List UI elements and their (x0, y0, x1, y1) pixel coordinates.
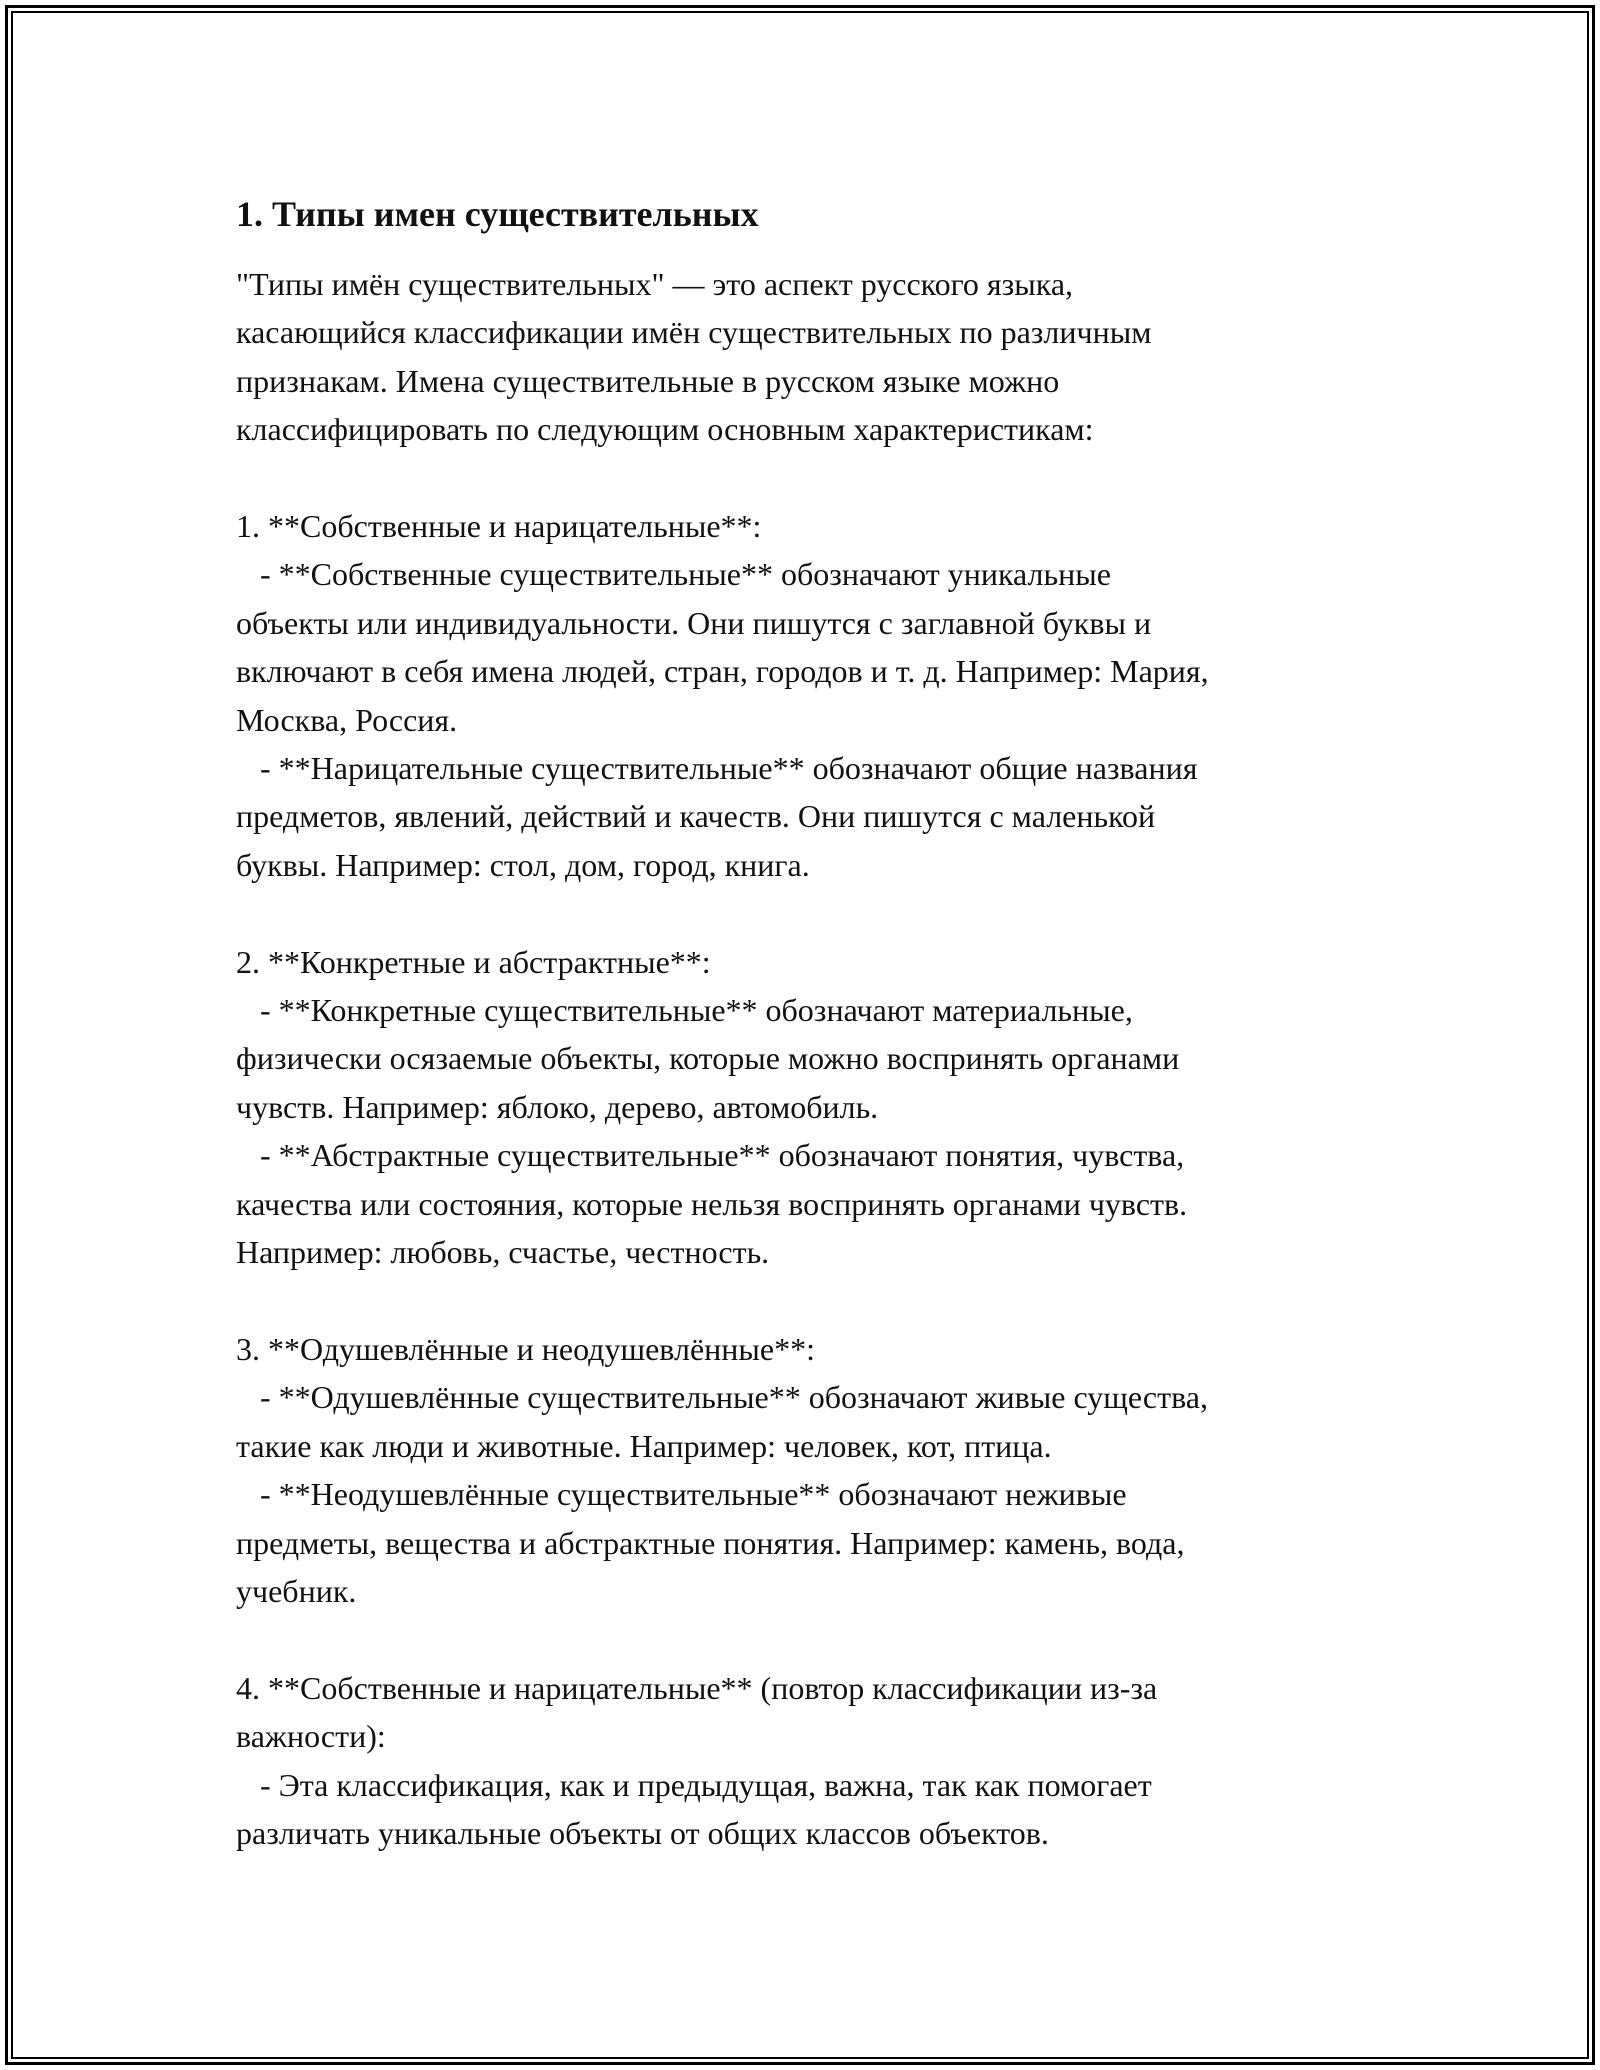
section-2-heading: 2. **Конкретные и абстрактные**: (236, 943, 711, 980)
document-body (236, 190, 1376, 1857)
intro-paragraph: "Типы имён существительных" — это аспект русского языка, касающийся классификации имён существительных по различным признакам. Имена существительные в русском языке можно классифицировать по следующим основным характеристикам: (236, 266, 1152, 448)
section-3-heading: 3. **Одушевлённые и неодушевлённые**: (236, 1330, 815, 1367)
document-title: 1. Типы имен существительных (236, 194, 759, 234)
spacer (236, 454, 1376, 502)
spacer (236, 1277, 1376, 1325)
section-1-item-2: - **Нарицательные существительные** обозначают общие названия предметов, явлений, действий и качеств. Они пишутся с маленькой буквы. Например: стол, дом, город, книга. (236, 750, 1198, 883)
spacer (236, 889, 1376, 937)
section-4-heading: 4. **Собственные и нарицательные** (повтор классификации из-за важности): (236, 1669, 1158, 1755)
section-1-item-1: - **Собственные существительные** обозначают уникальные объекты или индивидуальности. Они пишутся с заглавной буквы и включают в себя имена людей, стран, городов и т. д. Например: Мария, Москва, Россия. (236, 556, 1209, 738)
section-3-item-2: - **Неодушевлённые существительные** обозначают неживые предметы, вещества и абстрактные понятия. Например: камень, вода, учебник. (236, 1476, 1185, 1609)
section-1-heading: 1. **Собственные и нарицательные**: (236, 508, 762, 545)
section-3-item-1: - **Одушевлённые существительные** обозначают живые существа, такие как люди и животные. Например: человек, кот, птица. (236, 1379, 1208, 1464)
section-2-item-1: - **Конкретные существительные** обозначают материальные, физически осязаемые объекты, которые можно воспринять органами чувств. Например: яблоко, дерево, автомобиль. (236, 992, 1180, 1125)
section-2-item-2: - **Абстрактные существительные** обозначают понятия, чувства, качества или состояния, которые нельзя воспринять органами чувств. Например: любовь, счастье, честность. (236, 1137, 1188, 1271)
spacer (236, 1615, 1376, 1663)
section-4-item-1: - Эта классификация, как и предыдущая, важна, так как помогает различать уникальные объекты от общих классов объектов. (236, 1766, 1152, 1851)
